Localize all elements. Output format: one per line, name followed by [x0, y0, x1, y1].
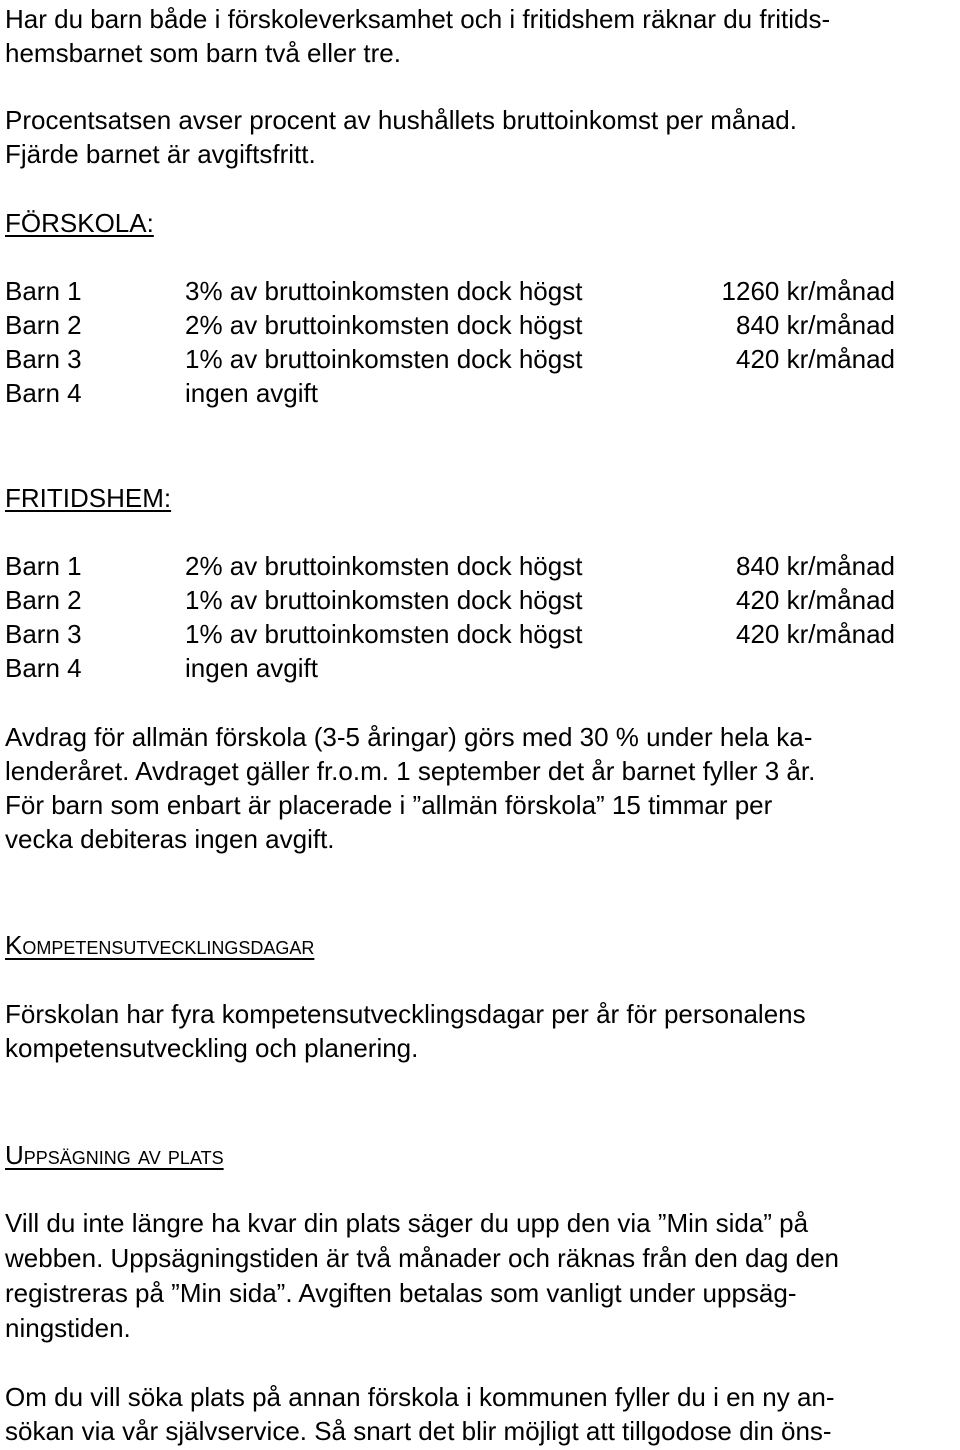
fritidshem-row-rule: 1% av bruttoinkomsten dock högst	[185, 585, 583, 615]
forskola-row-1	[5, 274, 955, 308]
fritidshem-row-2	[5, 583, 955, 617]
fritidshem-row-child: Barn 4	[5, 653, 82, 683]
fritidshem-heading: FRITIDSHEM:	[5, 483, 172, 513]
forskola-row-child: Barn 2	[5, 310, 82, 340]
intro-line-4: Fjärde barnet är avgiftsfritt.	[5, 139, 316, 169]
uppsagning-line-4: ningstiden.	[5, 1313, 131, 1343]
forskola-row-max: 840 kr/månad	[736, 310, 895, 340]
uppsagning-line-3: registreras på ”Min sida”. Avgiften betalas som vanligt under uppsäg-	[5, 1278, 797, 1308]
fritidshem-row-max: 420 kr/månad	[736, 585, 895, 615]
forskola-row-3	[5, 342, 955, 376]
avdrag-line-3: För barn som enbart är placerade i ”allmän förskola” 15 timmar per	[5, 790, 773, 820]
kompetens-line-1: Förskolan har fyra kompetensutvecklingsdagar per år för personalens	[5, 999, 806, 1029]
uppsagning-line-5: Om du vill söka plats på annan förskola i kommunen fyller du i en ny an-	[5, 1382, 835, 1412]
forskola-row-rule: 1% av bruttoinkomsten dock högst	[185, 344, 583, 374]
avdrag-line-1: Avdrag för allmän förskola (3-5 åringar) görs med 30 % under hela ka-	[5, 722, 813, 752]
intro-line-2: hemsbarnet som barn två eller tre.	[5, 38, 401, 68]
fritidshem-row-rule: 1% av bruttoinkomsten dock högst	[185, 619, 583, 649]
fritidshem-row-max: 420 kr/månad	[736, 619, 895, 649]
uppsagning-line-6: sökan via vår självservice. Så snart det blir möjligt att tillgodose din öns-	[5, 1416, 832, 1446]
uppsagning-line-2: webben. Uppsägningstiden är två månader och räknas från den dag den	[5, 1243, 840, 1273]
intro-line-1: Har du barn både i förskoleverksamhet och i fritidshem räknar du fritids-	[5, 4, 831, 34]
fritidshem-row-child: Barn 2	[5, 585, 82, 615]
intro-line-3: Procentsatsen avser procent av hushållets bruttoinkomst per månad.	[5, 105, 797, 135]
fritidshem-row-4	[5, 651, 955, 685]
fritidshem-row-max: 840 kr/månad	[736, 551, 895, 581]
kompetens-heading: Kompetensutvecklingsdagar	[5, 930, 315, 960]
forskola-row-rule: ingen avgift	[185, 378, 318, 408]
forskola-heading: FÖRSKOLA:	[5, 208, 154, 238]
forskola-row-4	[5, 376, 955, 410]
uppsagning-heading: Uppsägning av plats	[5, 1140, 224, 1170]
forskola-row-rule: 2% av bruttoinkomsten dock högst	[185, 310, 583, 340]
avdrag-line-2: lenderåret. Avdraget gäller fr.o.m. 1 september det år barnet fyller 3 år.	[5, 756, 816, 786]
fritidshem-row-rule: 2% av bruttoinkomsten dock högst	[185, 551, 583, 581]
forskola-row-max: 420 kr/månad	[736, 344, 895, 374]
kompetens-line-2: kompetensutveckling och planering.	[5, 1033, 419, 1063]
forskola-row-2	[5, 308, 955, 342]
avdrag-line-4: vecka debiteras ingen avgift.	[5, 824, 335, 854]
forskola-row-max: 1260 kr/månad	[721, 276, 895, 306]
forskola-row-child: Barn 4	[5, 378, 82, 408]
fritidshem-row-child: Barn 3	[5, 619, 82, 649]
fritidshem-row-1	[5, 549, 955, 583]
fritidshem-row-3	[5, 617, 955, 651]
fritidshem-row-child: Barn 1	[5, 551, 82, 581]
forskola-row-child: Barn 1	[5, 276, 82, 306]
uppsagning-line-1: Vill du inte längre ha kvar din plats säger du upp den via ”Min sida” på	[5, 1208, 809, 1238]
forskola-row-rule: 3% av bruttoinkomsten dock högst	[185, 276, 583, 306]
fritidshem-row-rule: ingen avgift	[185, 653, 318, 683]
forskola-row-child: Barn 3	[5, 344, 82, 374]
